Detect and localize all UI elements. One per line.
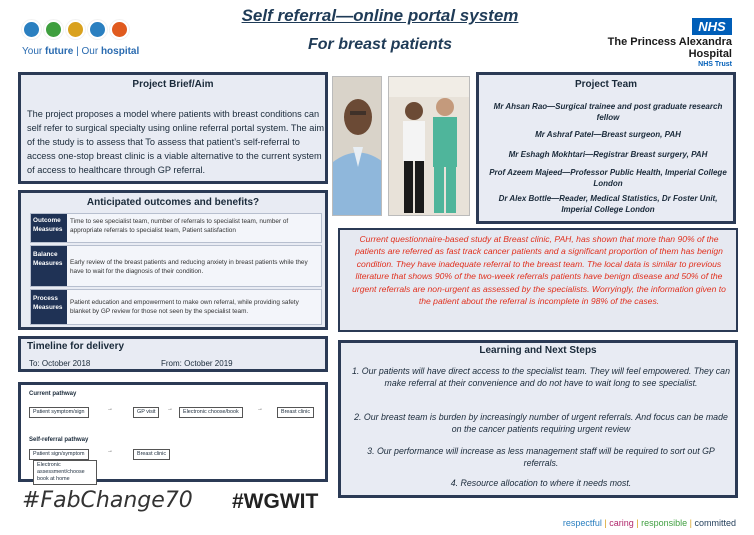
panel-title: Learning and Next Steps (479, 345, 597, 356)
team-member: Prof Azeem Majeed—Professor Public Health, Imperial College London (489, 168, 727, 188)
learning-item: 2. Our breast team is burden by increasingly number of urgent referrals. And focus can be made on the cancer patients requiring urgent review (354, 412, 728, 434)
timeline-title: Timeline for delivery (27, 341, 125, 352)
arrow-icon: → (167, 406, 173, 412)
timeline-to: To: October 2018 (29, 359, 91, 368)
outcome-label: Balance Measures (31, 246, 67, 286)
arrow-icon: → (257, 406, 263, 412)
pathway-step: Breast clinic (133, 449, 170, 460)
wgwit-hashtag: #WGWIT (232, 490, 319, 513)
group-icon (44, 20, 63, 39)
pathway-substep: Electronic assessment/choose book at home (33, 460, 97, 485)
learning-item: 3. Our performance will increase as less management staff will be required to sort out GP referrals. (367, 446, 715, 468)
pathway-step: Breast clinic (277, 407, 314, 418)
pathway-step: Electronic choose/book (179, 407, 243, 418)
timeline-from: From: October 2019 (161, 359, 233, 368)
team-member: Mr Ashraf Patel—Breast surgeon, PAH (535, 130, 681, 139)
current-pathway-title: Current pathway (29, 391, 77, 397)
pound-icon (110, 20, 129, 39)
project-team-panel (476, 72, 736, 224)
study-findings-box (338, 228, 738, 332)
poster-title: Self referral—online portal system (241, 6, 519, 25)
outcome-row (30, 289, 322, 325)
learning-item: 1. Our patients will have direct access to the specialist team. They will feel empowered. They can make referral at their convenience and do not have to wait long to see specialist. (352, 366, 730, 388)
panel-title: Project Brief/Aim (132, 79, 214, 90)
learning-panel (338, 340, 738, 498)
team-photo-group (388, 76, 470, 216)
outcome-label: Process Measures (31, 290, 67, 324)
outcome-row (30, 245, 322, 287)
pathway-step: GP visit (133, 407, 159, 418)
outcome-text: Patient education and empowerment to make own referral, while providing safety blanket by GP review for those not seen by the specialist team. (70, 299, 299, 315)
trust-subtitle: NHS Trust (698, 61, 732, 68)
pathway-diagram (18, 382, 328, 482)
tagline: Your future | Our hospital (22, 46, 140, 57)
learning-item: 4. Resource allocation to where it needs most. (450, 478, 632, 488)
outcome-row (30, 213, 322, 243)
pathway-step: Patient sign/symptom (29, 449, 89, 460)
project-brief-panel (18, 72, 328, 184)
team-member: Dr Alex Bottle—Reader, Medical Statistics, Dr Foster Unit, Imperial College London (498, 194, 718, 214)
team-photo-portrait (332, 76, 382, 216)
panel-title: Project Team (574, 79, 638, 90)
pathway-step: Patient symptom/sign (29, 407, 89, 418)
people-icon (22, 20, 41, 39)
self-pathway-title: Self-referral pathway (29, 437, 89, 443)
team-member: Mr Ahsan Rao—Surgical trainee and post graduate research fellow (493, 102, 723, 122)
brief-text: The project proposes a model where patients with breast conditions can self refer to surgical specialty using online referral portal system. The aim of the study is to assess that To assess that patient’s self-referral to access one-stop breast clinic is a viable alternative to the current system of access to healthcare through GP referral. (27, 109, 325, 175)
trust-logo-icons (22, 20, 129, 39)
poster-subtitle: For breast patients (307, 36, 453, 53)
arrow-icon: → (107, 406, 113, 412)
outcome-text: Early review of the breast patients and reducing anxiety in breast patients while they have to wait for the diagnosis of their condition. (70, 259, 308, 275)
panel-title: Anticipated outcomes and benefits? (86, 197, 260, 208)
trust-name: The Princess Alexandra Hospital (607, 36, 732, 60)
home-icon (88, 20, 107, 39)
team-member: Mr Eshagh Mokhtari—Registrar Breast surgery, PAH (508, 150, 708, 159)
outcome-label: Outcome Measures (31, 214, 67, 242)
timeline-panel (18, 336, 328, 372)
nhs-logo: NHS (692, 18, 732, 35)
study-findings-text: Current questionnaire-based study at Breast clinic, PAH, has shown that more than 90% of the patients are referred as fast track cancer patients and a significant proportion of them has benign condition. They have inadequate referral to the breast team. The local data is similar to previous literature that shows 90% of the two-week referrals patients have benign disease and 50% of the urgent referrals are non-urgent as assessed by the specialists. Worryingly, the information given to the patient about the referral is incomplete in 98% of the cases. (352, 234, 726, 307)
outcomes-panel (18, 190, 328, 330)
fabchange-hashtag: #FabChange70 (22, 488, 193, 513)
arrow-icon: → (107, 448, 113, 454)
handshake-icon (66, 20, 85, 39)
trust-values: respectful | caring | responsible | committed (562, 518, 736, 528)
outcome-text: Time to see specialist team, number of referrals to specialist team, number of appropriate referrals to specialist team, Patient satisfaction (70, 218, 289, 234)
